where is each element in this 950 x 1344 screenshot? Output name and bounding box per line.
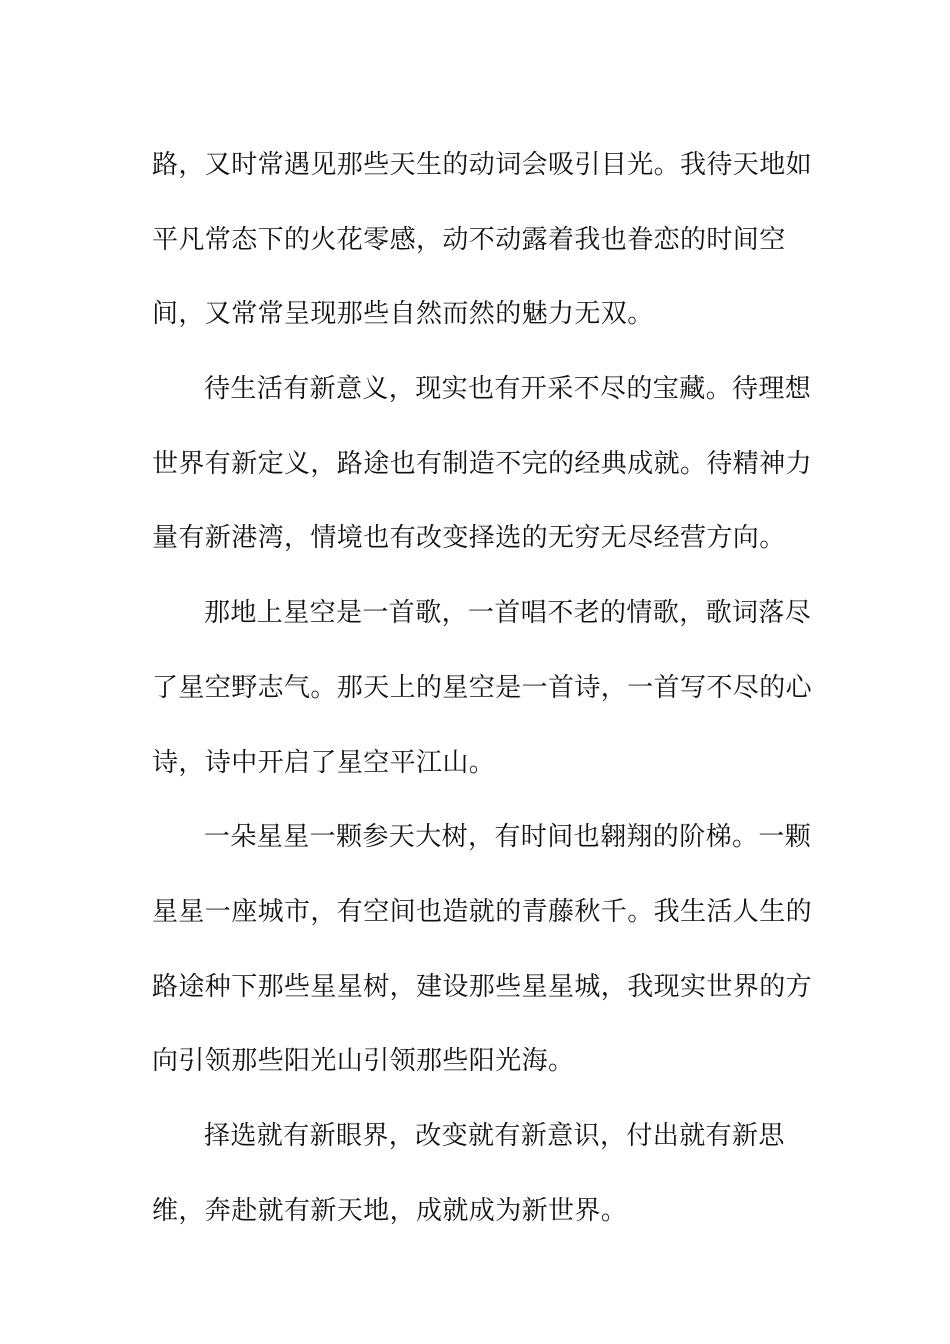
text-line: 路途种下那些星星树，建设那些星星城，我现实世界的方	[152, 971, 813, 1002]
paragraph-first-line: 一朵星星一颗参天大树，有时间也翱翔的阶梯。一颗	[204, 822, 812, 853]
text-line: 平凡常态下的火花零感，动不动露着我也眷恋的时间空	[152, 224, 786, 255]
text-line: 星星一座城市，有空间也造就的青藤秋千。我生活人生的	[152, 896, 813, 927]
text-line: 诗，诗中开启了星空平江山。	[152, 747, 496, 778]
text-line: 路，又时常遇见那些天生的动词会吸引目光。我待天地如	[152, 150, 813, 180]
paragraph-first-line: 待生活有新意义，现实也有开采不尽的宝藏。待理想	[204, 374, 812, 405]
text-line: 维，奔赴就有新天地，成就成为新世界。	[152, 1195, 628, 1226]
text-line: 量有新港湾，情境也有改变择选的无穷无尽经营方向。	[152, 523, 786, 554]
paragraph-first-line: 择选就有新眼界，改变就有新意识，付出就有新思	[204, 1120, 785, 1151]
text-line: 向引领那些阳光山引领那些阳光海。	[152, 1046, 575, 1077]
document-body	[152, 128, 813, 1248]
text-line: 世界有新定义，路途也有制造不完的经典成就。待精神力	[152, 448, 813, 479]
text-line: 了星空野志气。那天上的星空是一首诗，一首写不尽的心	[152, 672, 813, 703]
text-line: 间，又常常呈现那些自然而然的魅力无双。	[152, 299, 654, 330]
paragraph-first-line: 那地上星空是一首歌，一首唱不老的情歌，歌词落尽	[204, 598, 812, 629]
